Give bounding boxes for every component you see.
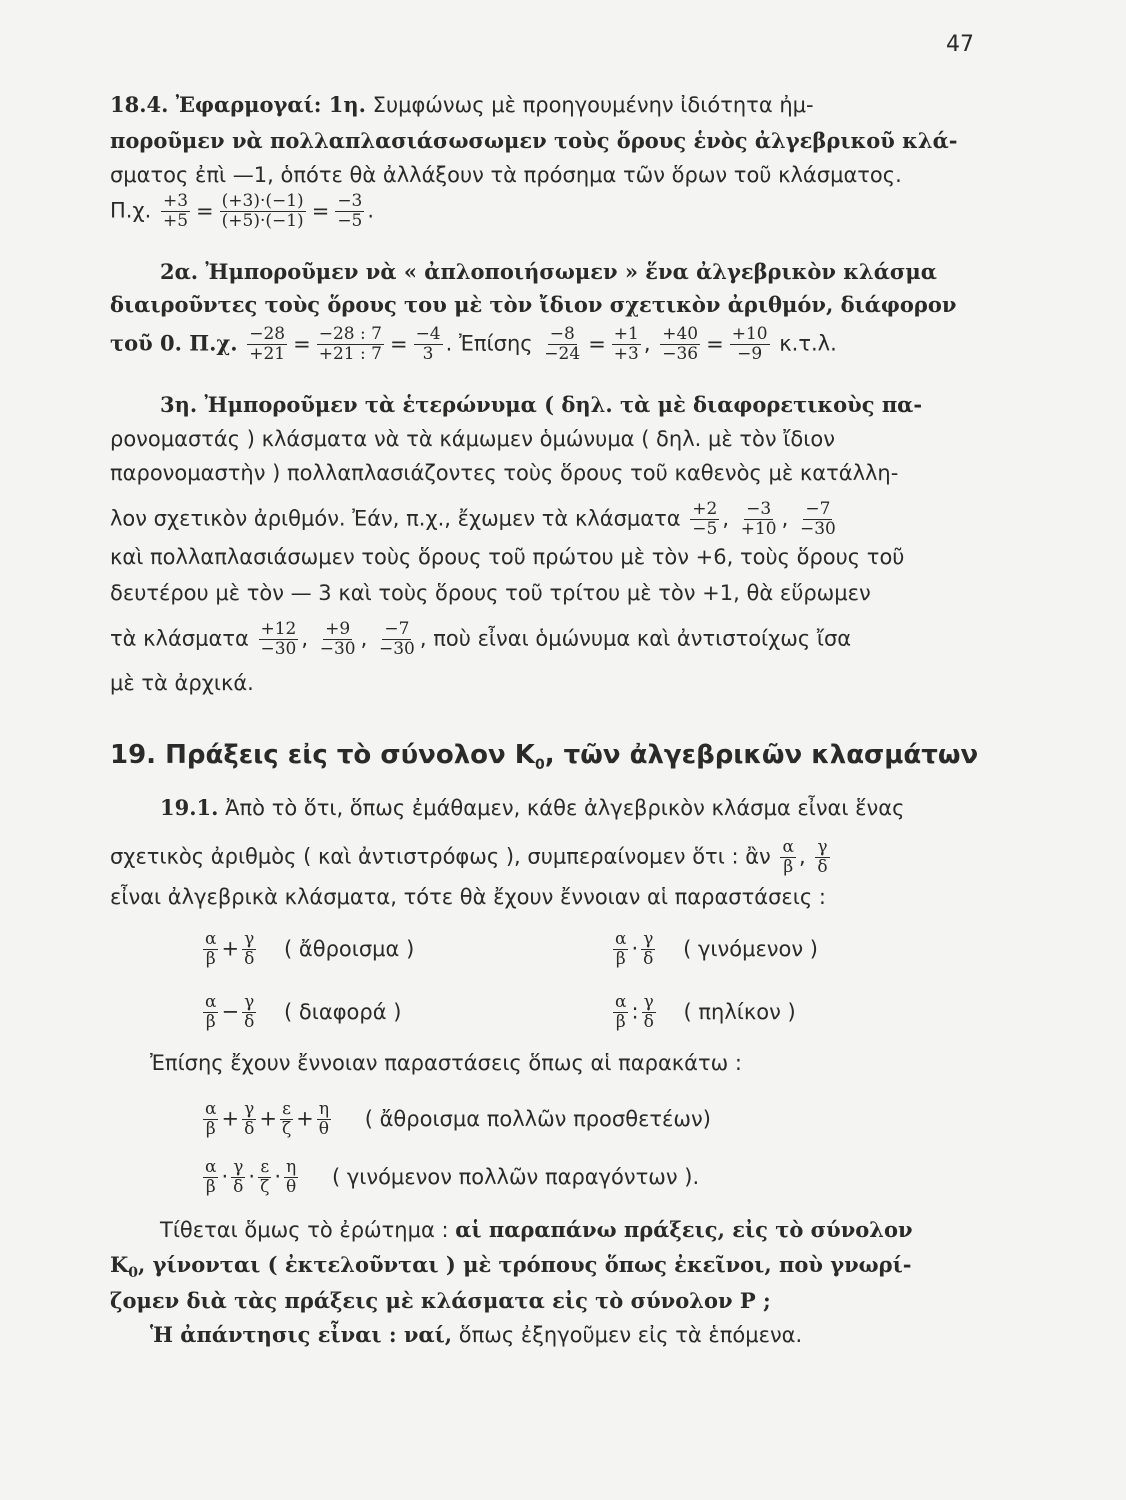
denominator: −5	[692, 519, 718, 539]
numerator: ε	[282, 1099, 291, 1119]
s19-line-3: εἶναι ἀλγεβρικὰ κλάσματα, τότε θὰ ἔχουν ἔννοιαν αἱ παραστάσεις :	[110, 885, 826, 909]
numerator: +9	[325, 619, 351, 639]
s19-line-8	[150, 1320, 802, 1350]
fraction	[642, 993, 656, 1032]
numerator: γ	[244, 929, 255, 949]
s19-text-2: σχετικὸς ἀριθμὸς ( καὶ ἀντιστρόφως ), συμπεραίνομεν ὅτι : ἂν	[110, 844, 771, 869]
prod-expression: $\frac{\alpha}{\beta}$ · $\frac{\gamma}{\delta}$ ( γινόμενον )	[615, 929, 818, 969]
numerator: α	[205, 1157, 217, 1177]
fraction	[613, 930, 628, 969]
denominator: ζ	[281, 1119, 292, 1139]
s19-line-5	[160, 1215, 913, 1245]
denominator: δ	[643, 949, 654, 969]
denominator: +10	[740, 519, 777, 539]
fraction	[613, 993, 628, 1032]
denominator: −9	[737, 344, 763, 364]
s19-text-1: Ἀπὸ τὸ ὅτι, ὅπως ἐμάθαμεν, κάθε ἀλγεβρικὸν κλάσμα εἶναι ἕνας	[225, 796, 905, 820]
fraction	[730, 325, 770, 364]
denominator: −5	[337, 211, 363, 231]
numerator: α	[615, 929, 627, 949]
s18-4-text-1: Συμφώνως μὲ προηγουμένην ἰδιότητα ἠμ-	[372, 93, 814, 117]
numerator: −7	[384, 619, 410, 639]
numerator: +12	[260, 619, 297, 639]
denominator: δ	[233, 1177, 244, 1197]
numerator: −28	[249, 324, 286, 344]
numerator: −3	[746, 499, 772, 519]
fraction	[247, 325, 287, 364]
numerator: +1	[613, 324, 639, 344]
fraction	[317, 1100, 331, 1139]
s3-line-5: καὶ πολλαπλασιάσωμεν τοὺς ὅρους τοῦ πρώτου μὲ τὸν +6, τοὺς ὅρους τοῦ	[110, 545, 905, 569]
fraction	[280, 1100, 293, 1139]
fraction	[203, 993, 218, 1032]
denominator: −30	[319, 639, 356, 659]
numerator: α	[205, 992, 217, 1012]
s3-line-1: 3η. Ἠμποροῦμεν τὰ ἑτερώνυμα ( δηλ. τὰ μὲ διαφορετικοὺς πα-	[160, 392, 923, 417]
fraction	[203, 930, 218, 969]
fraction	[690, 500, 719, 539]
numerator: η	[318, 1099, 329, 1119]
denominator: β	[615, 949, 626, 969]
numerator: −7	[805, 499, 831, 519]
s19-text-6: , γίνονται ( ἐκτελοῦνται ) μὲ τρόπους ὅπως ἐκεῖνοι, ποὺ γνωρί-	[138, 1252, 912, 1277]
prod-many-label: ( γινόμενον πολλῶν παραγόντων ).	[331, 1164, 700, 1189]
fraction	[284, 1158, 298, 1197]
numerator: ε	[260, 1157, 270, 1177]
denominator: −36	[662, 344, 699, 364]
denominator: −30	[379, 639, 415, 659]
s2a-line-2: διαιροῦντες τοὺς ὅρους του μὲ τὸν ἴδιον σχετικὸν ἀριθμόν, διάφορον	[110, 292, 957, 317]
sum-many-expression: $\frac{\alpha}{\beta}$ + $\frac{\gamma}{\delta}$ + $\frac{\varepsilon}{\zeta}$ + $\frac{\eta}{\theta}$ ( ἄθροισμα πολλῶν προσθετέων)	[205, 1099, 711, 1139]
s3-line-3: παρονομαστὴν ) πολλαπλασιάζοντες τοὺς ὅρους τοῦ καθενὸς μὲ κατάλλη-	[110, 461, 899, 485]
numerator: α	[782, 837, 794, 857]
fraction	[335, 192, 364, 231]
fraction	[161, 192, 190, 231]
denominator: (+5)·(−1)	[221, 211, 304, 231]
fraction	[641, 930, 655, 969]
heading-subscript: 0	[534, 757, 545, 774]
s18-4-example: Π.χ. $\frac{+3}{+5}$ = $\frac{(+3)\cdot(-1)}{(+5)\cdot(-1)}$ = $\frac{-3}{-5}$ .	[110, 191, 375, 231]
fraction	[242, 993, 256, 1032]
denominator: β	[205, 1177, 216, 1197]
denominator: +21	[249, 344, 286, 364]
fraction	[220, 192, 306, 231]
answer-text: ὅπως ἐξηγοῦμεν εἰς τὰ ἑπόμενα.	[458, 1323, 803, 1347]
s3-text-7a: τὰ κλάσματα	[110, 626, 249, 651]
numerator: η	[286, 1157, 297, 1177]
denominator: θ	[286, 1177, 297, 1197]
numerator: −4	[415, 324, 441, 344]
denominator: +21 : 7	[318, 344, 382, 364]
denominator: +3	[613, 344, 639, 364]
numerator: γ	[643, 992, 654, 1012]
numerator: +40	[662, 324, 699, 344]
ktl-label: κ.τ.λ.	[779, 331, 837, 356]
s3-line-6: δευτέρου μὲ τὸν — 3 καὶ τοὺς ὅρους τοῦ τρίτου μὲ τὸν +1, θὰ εὕρωμεν	[110, 581, 871, 605]
fraction	[242, 930, 256, 969]
denominator: β	[615, 1012, 626, 1032]
fraction	[259, 620, 299, 659]
s3-line-7: τὰ κλάσματα $\frac{+12}{-30}$ , $\frac{+9}{-30}$ , $\frac{-7}{-30}$ , ποὺ εἶναι ὁμώνυμα καὶ ἀντιστοίχως ἴσα	[110, 619, 852, 659]
denominator: β	[205, 949, 216, 969]
diff-label: ( διαφορά )	[284, 999, 402, 1024]
s2a-label: τοῦ 0. Π.χ.	[110, 330, 238, 356]
denominator: δ	[643, 1012, 654, 1032]
s18-4-line-2: ποροῦμεν νὰ πολλαπλασιάσωσωμεν τοὺς ὅρους ἑνὸς ἀλγεβρικοῦ κλά-	[110, 128, 958, 153]
fraction	[318, 620, 358, 659]
sum-many-label: ( ἄθροισμα πολλῶν προσθετέων)	[364, 1106, 711, 1131]
numerator: γ	[244, 992, 255, 1012]
denominator: δ	[244, 949, 255, 969]
numerator: −8	[549, 324, 575, 344]
denominator: β	[205, 1119, 216, 1139]
s18-4-line-1	[110, 90, 814, 120]
denominator: 3	[422, 344, 434, 364]
numerator: −28 : 7	[318, 324, 382, 344]
denominator: β	[205, 1012, 216, 1032]
prod-many-expression: $\frac{\alpha}{\beta}$ · $\frac{\gamma}{\delta}$ · $\frac{\varepsilon}{\zeta}$ · $\frac{\eta}{\theta}$ ( γινόμενον πολλῶν παραγόντων ).	[205, 1157, 700, 1197]
denominator: β	[783, 857, 794, 877]
numerator: α	[615, 992, 627, 1012]
fraction	[542, 325, 582, 364]
numerator: γ	[233, 1157, 244, 1177]
denominator: −30	[260, 639, 297, 659]
s19-line-7: ζομεν διὰ τὰς πράξεις μὲ κλάσματα εἰς τὸ σύνολον P ;	[110, 1288, 771, 1313]
answer-label: Ἡ ἀπάντησις εἶναι : ναί,	[150, 1322, 453, 1347]
fraction	[780, 838, 795, 877]
s18-4-line-3: σματος ἐπὶ —1, ὁπότε θὰ ἀλλάξουν τὰ πρόσημα τῶν ὅρων τοῦ κλάσματος.	[110, 163, 902, 187]
numerator: +3	[162, 191, 189, 211]
fraction	[660, 325, 700, 364]
fraction	[377, 620, 417, 659]
fraction	[414, 325, 443, 364]
s19-text-5: Τίθεται ὅμως τὸ ἐρώτημα :	[160, 1218, 449, 1242]
page-number: 47	[946, 32, 974, 57]
denominator: −30	[799, 519, 836, 539]
s3-line-8: μὲ τὰ ἀρχικά.	[110, 671, 254, 695]
fraction	[317, 325, 384, 364]
s2a-examples: τοῦ 0. Π.χ. $\frac{-28}{+21}$ = $\frac{-28 : 7}{+21 : 7}$ = $\frac{-4}{3}$ . Ἐπίσης $\frac{-8}{-24}$ = $\frac{+1}{+3}$ , $\frac{+40}{-36}$ = $\frac{+10}{-9}$ κ.τ.λ.	[110, 324, 837, 364]
numerator: −3	[337, 191, 363, 211]
sum-label: ( ἄθροισμα )	[284, 936, 415, 961]
denominator: −24	[544, 344, 581, 364]
sum-expression: $\frac{\alpha}{\beta}$ + $\frac{\gamma}{\delta}$ ( ἄθροισμα )	[205, 929, 415, 969]
heading-text: 19. Πράξεις εἰς τὸ σύνολον K	[110, 740, 535, 770]
denominator: θ	[318, 1119, 330, 1139]
s19-line-1	[160, 793, 904, 823]
denominator: δ	[817, 857, 828, 877]
s3-text-7b: ποὺ εἶναι ὁμώνυμα καὶ ἀντιστοίχως ἴσα	[433, 626, 852, 651]
diff-expression: $\frac{\alpha}{\beta}$ − $\frac{\gamma}{\delta}$ ( διαφορά )	[205, 992, 402, 1032]
s19-line-4: Ἐπίσης ἔχουν ἔννοιαν παραστάσεις ὅπως αἱ παρακάτω :	[150, 1051, 742, 1075]
fraction	[815, 838, 829, 877]
denominator: δ	[244, 1119, 255, 1139]
s3-line-4: λον σχετικὸν ἀριθμόν. Ἐάν, π.χ., ἔχωμεν τὰ κλάσματα $\frac{+2}{-5}$ , $\frac{-3}{+10}$ , $\frac{-7}{-30}$	[110, 499, 836, 539]
numerator: +2	[692, 499, 718, 519]
numerator: (+3)·(−1)	[221, 191, 304, 211]
numerator: α	[205, 1099, 217, 1119]
fraction	[798, 500, 838, 539]
numerator: γ	[643, 929, 654, 949]
numerator: +10	[731, 324, 768, 344]
fraction	[231, 1158, 245, 1197]
s19-1-label: 19.1.	[160, 795, 219, 820]
fraction	[258, 1158, 271, 1197]
fraction	[203, 1158, 218, 1197]
fraction	[612, 325, 641, 364]
episis-label: Ἐπίσης	[458, 331, 533, 356]
s2a-line-1: 2α. Ἠμποροῦμεν νὰ « ἀπλοποιήσωμεν » ἕνα ἀλγεβρικὸν κλάσμα	[160, 259, 937, 284]
s19-line-2: σχετικὸς ἀριθμὸς ( καὶ ἀντιστρόφως ), συμπεραίνομεν ὅτι : ἂν $\frac{\alpha}{\beta}$ , $\frac{\gamma}{\delta}$	[110, 837, 828, 877]
heading-text-rest: , τῶν ἀλγεβρικῶν κλασμάτων	[544, 740, 979, 770]
fraction	[242, 1100, 256, 1139]
section-19-heading	[110, 740, 978, 780]
set-k: K	[110, 1252, 129, 1277]
numerator: α	[205, 929, 217, 949]
s18-4-label: 18.4. Ἐφαρμογαί: 1η.	[110, 92, 366, 117]
prod-label: ( γινόμενον )	[683, 936, 818, 961]
set-k-subscript: 0	[128, 1265, 139, 1282]
s19-line-6	[110, 1250, 912, 1288]
numerator: γ	[817, 837, 828, 857]
quot-label: ( πηλίκον )	[683, 999, 796, 1024]
denominator: δ	[244, 1012, 255, 1032]
s19-text-5b: αἱ παραπάνω πράξεις, εἰς τὸ σύνολον	[455, 1217, 913, 1242]
s3-text-4: λον σχετικὸν ἀριθμόν. Ἐάν, π.χ., ἔχωμεν τὰ κλάσματα	[110, 506, 681, 531]
s3-line-2: ρονομαστάς ) κλάσματα νὰ τὰ κάμωμεν ὁμώνυμα ( δηλ. μὲ τὸν ἴδιον	[110, 427, 835, 451]
numerator: γ	[244, 1099, 255, 1119]
quot-expression: $\frac{\alpha}{\beta}$ : $\frac{\gamma}{\delta}$ ( πηλίκον )	[615, 992, 796, 1032]
denominator: +5	[162, 211, 189, 231]
fraction	[739, 500, 779, 539]
example-label: Π.χ.	[110, 198, 152, 223]
denominator: ζ	[260, 1177, 270, 1197]
fraction	[203, 1100, 218, 1139]
